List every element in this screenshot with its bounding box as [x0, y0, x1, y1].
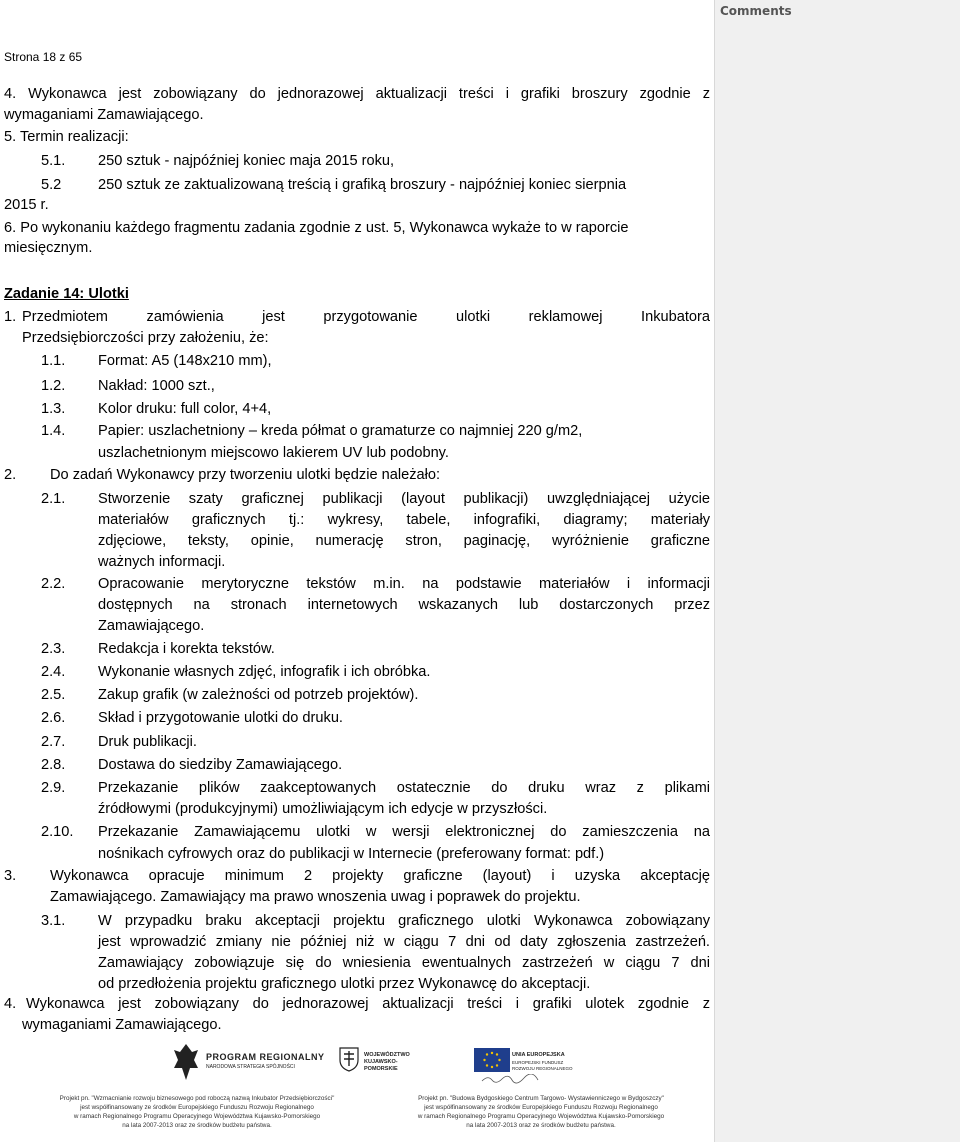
- comments-margin: [714, 0, 960, 1142]
- item-text-line: wymaganiami Zamawiającego.: [22, 1017, 222, 1033]
- intro-line: 5.1.: [41, 153, 66, 169]
- item-text-line: Zamawiającego.: [98, 618, 205, 634]
- item-number: 2.8.: [41, 757, 66, 773]
- item-text-line: ważnych informacji.: [98, 554, 226, 570]
- eu-logo: UNIA EUROPEJSKA: [512, 1052, 565, 1058]
- item-number: 2.4.: [41, 664, 66, 680]
- item-text-line: Wykonanie własnych zdjęć, infografik i ich obróbka.: [98, 664, 431, 680]
- intro-line: 2015 r.: [4, 197, 49, 213]
- item-text-line: Nakład: 1000 szt.,: [98, 378, 215, 394]
- item-text-line: zdjęciowe, teksty, opinie, numerację stron, paginację, wyróżnienie graficzne: [98, 533, 710, 549]
- item-number: 2.6.: [41, 710, 66, 726]
- item-text-line: Dostawa do siedziby Zamawiającego.: [98, 757, 343, 773]
- item-text-line: Przekazanie Zamawiającemu ulotki w wersji elektronicznej do zamieszczenia na: [98, 824, 710, 840]
- comments-label: Comments: [720, 4, 792, 18]
- item-text-line: Do zadań Wykonawcy przy tworzeniu ulotki będzie należało:: [50, 467, 441, 483]
- item-text-line: Zamawiającego. Zamawiający ma prawo wnoszenia uwag i poprawek do projektu.: [50, 889, 581, 905]
- intro-line: 250 sztuk ze zaktualizowaną treścią i grafiką broszury - najpóźniej koniec sierpnia: [98, 177, 627, 193]
- item-text-line: Wykonawca jest zobowiązany do jednorazowej aktualizacji treści i grafiki ulotek zgodnie z: [26, 996, 710, 1012]
- item-text-line: dostępnych na stronach internetowych wskazanych lub dostarczonych przez: [98, 597, 710, 613]
- item-text-line: nośnikach cyfrowych oraz do publikacji w Internecie (preferowany format: pdf.): [98, 846, 605, 862]
- intro-line: miesięcznym.: [4, 240, 93, 256]
- item-text-line: W przypadku braku akceptacji projektu graficznego ulotki Wykonawca zobowiązany: [98, 913, 710, 929]
- footer-text-right: Projekt pn. "Budowa Bydgoskiego Centrum Targowo- Wystawienniczego w Bydgoszczy" jest współfinansowany ze środków Europejskiego Funduszu Rozwoju Regionalnego w ramach Regionalnego Programu Operacyjnego Województwa Kujawsko-Pomorskiego na lata 2007-2013 oraz ze środków budżetu państwa.: [417, 1095, 665, 1129]
- item-number: 2.5.: [41, 687, 66, 703]
- item-text-line: Przedmiotem zamówienia jest przygotowanie ulotki reklamowej Inkubatora: [22, 309, 710, 325]
- item-number: 2.: [4, 467, 17, 483]
- item-text-line: Zakup grafik (w zależności od potrzeb projektów).: [98, 687, 419, 703]
- item-number: 1.2.: [41, 378, 66, 394]
- item-number: 2.1.: [41, 491, 66, 507]
- item-text-line: Papier: uszlachetniony – kreda półmat o gramaturze co najmniej 220 g/m2,: [98, 423, 583, 439]
- eu-logo-subtitle: EUROPEJSKI FUNDUSZ ROZWOJU REGIONALNEGO: [512, 1060, 573, 1071]
- program-regionalny-logo: PROGRAM REGIONALNY: [206, 1052, 325, 1062]
- item-number: 2.9.: [41, 780, 66, 796]
- item-number: 3.: [4, 868, 17, 884]
- item-number: 1.4.: [41, 423, 66, 439]
- program-regionalny-subtitle: NARODOWA STRATEGIA SPÓJNOŚCI: [206, 1064, 295, 1070]
- intro-line: 5. Termin realizacji:: [4, 129, 129, 145]
- item-text-line: Zamawiający zobowiązuje się do wniesienia ewentualnych zastrzeżeń w ciągu 7 dni: [98, 955, 710, 971]
- item-number: 4.: [4, 996, 17, 1012]
- eu-flag-icon: [474, 1048, 510, 1072]
- intro-line: 5.2: [41, 177, 62, 193]
- item-text-line: źródłowymi (produkcyjnymi) umożliwiającym ich edycje w przyszłości.: [98, 801, 548, 817]
- item-number: 1.1.: [41, 353, 66, 369]
- item-text-line: Wykonawca opracuje minimum 2 projekty graficzne (layout) i uzyska akceptację: [50, 868, 710, 884]
- intro-line: 4. Wykonawca jest zobowiązany do jednorazowej aktualizacji treści i grafiki broszury zgodnie z: [4, 86, 710, 102]
- item-text-line: Skład i przygotowanie ulotki do druku.: [98, 710, 343, 726]
- item-text-line: jest wprowadzić zmiany nie później niż w ciągu 7 dni od daty zgłoszenia zastrzeżeń.: [98, 934, 710, 950]
- item-text-line: Druk publikacji.: [98, 734, 197, 750]
- item-number: 2.10.: [41, 824, 74, 840]
- voivodeship-crest-icon: [338, 1046, 360, 1072]
- item-number: 2.3.: [41, 641, 66, 657]
- item-text-line: uszlachetnionym miejscowo lakierem UV lub podobny.: [98, 445, 449, 461]
- intro-line: 6. Po wykonaniu każdego fragmentu zadania zgodnie z ust. 5, Wykonawca wykaże to w raporcie: [4, 220, 629, 236]
- item-text-line: Stworzenie szaty graficznej publikacji (layout publikacji) uwzględniającej użycie: [98, 491, 710, 507]
- intro-line: 250 sztuk - najpóźniej koniec maja 2015 roku,: [98, 153, 395, 169]
- item-text-line: od przedłożenia projektu graficznego ulotki przez Wykonawcę do akceptacji.: [98, 976, 591, 992]
- footer-text-left: Projekt pn. "Wzmacnianie rozwoju biznesowego pod roboczą nazwą Inkubator Przedsiębiorczości" jest współfinansowany ze środków Europejskiego Funduszu Rozwoju Regionalnego w ramach Regionalnego Programu Operacyjnego Województwa Kujawsko-Pomorskiego na lata 2007-2013 oraz ze środków budżetu państwa.: [59, 1095, 335, 1129]
- section-title: Zadanie 14: Ulotki: [4, 286, 129, 302]
- item-text-line: Redakcja i korekta tekstów.: [98, 641, 275, 657]
- eagle-logo-icon: [172, 1042, 200, 1082]
- voivodeship-logo: WOJEWÓDZTWO KUJAWSKO-POMORSKIE: [364, 1052, 410, 1072]
- item-number: 3.1.: [41, 913, 66, 929]
- item-text-line: Przedsiębiorczości przy założeniu, że:: [22, 330, 269, 346]
- item-number: 1.: [4, 309, 17, 325]
- item-text-line: Kolor druku: full color, 4+4,: [98, 401, 272, 417]
- signature-script-icon: [480, 1074, 540, 1084]
- page-number: Strona 18 z 65: [4, 50, 83, 64]
- item-number: 2.7.: [41, 734, 66, 750]
- item-text-line: Format: A5 (148x210 mm),: [98, 353, 272, 369]
- footer: [0, 1040, 714, 1142]
- item-number: 2.2.: [41, 576, 66, 592]
- item-text-line: Przekazanie plików zaakceptowanych ostatecznie do druku wraz z plikami: [98, 780, 710, 796]
- item-text-line: materiałów graficznych tj.: wykresy, tabele, infografiki, diagramy; materiały: [98, 512, 710, 528]
- item-number: 1.3.: [41, 401, 66, 417]
- item-text-line: Opracowanie merytoryczne tekstów m.in. na podstawie materiałów i informacji: [98, 576, 710, 592]
- intro-line: wymaganiami Zamawiającego.: [4, 107, 204, 123]
